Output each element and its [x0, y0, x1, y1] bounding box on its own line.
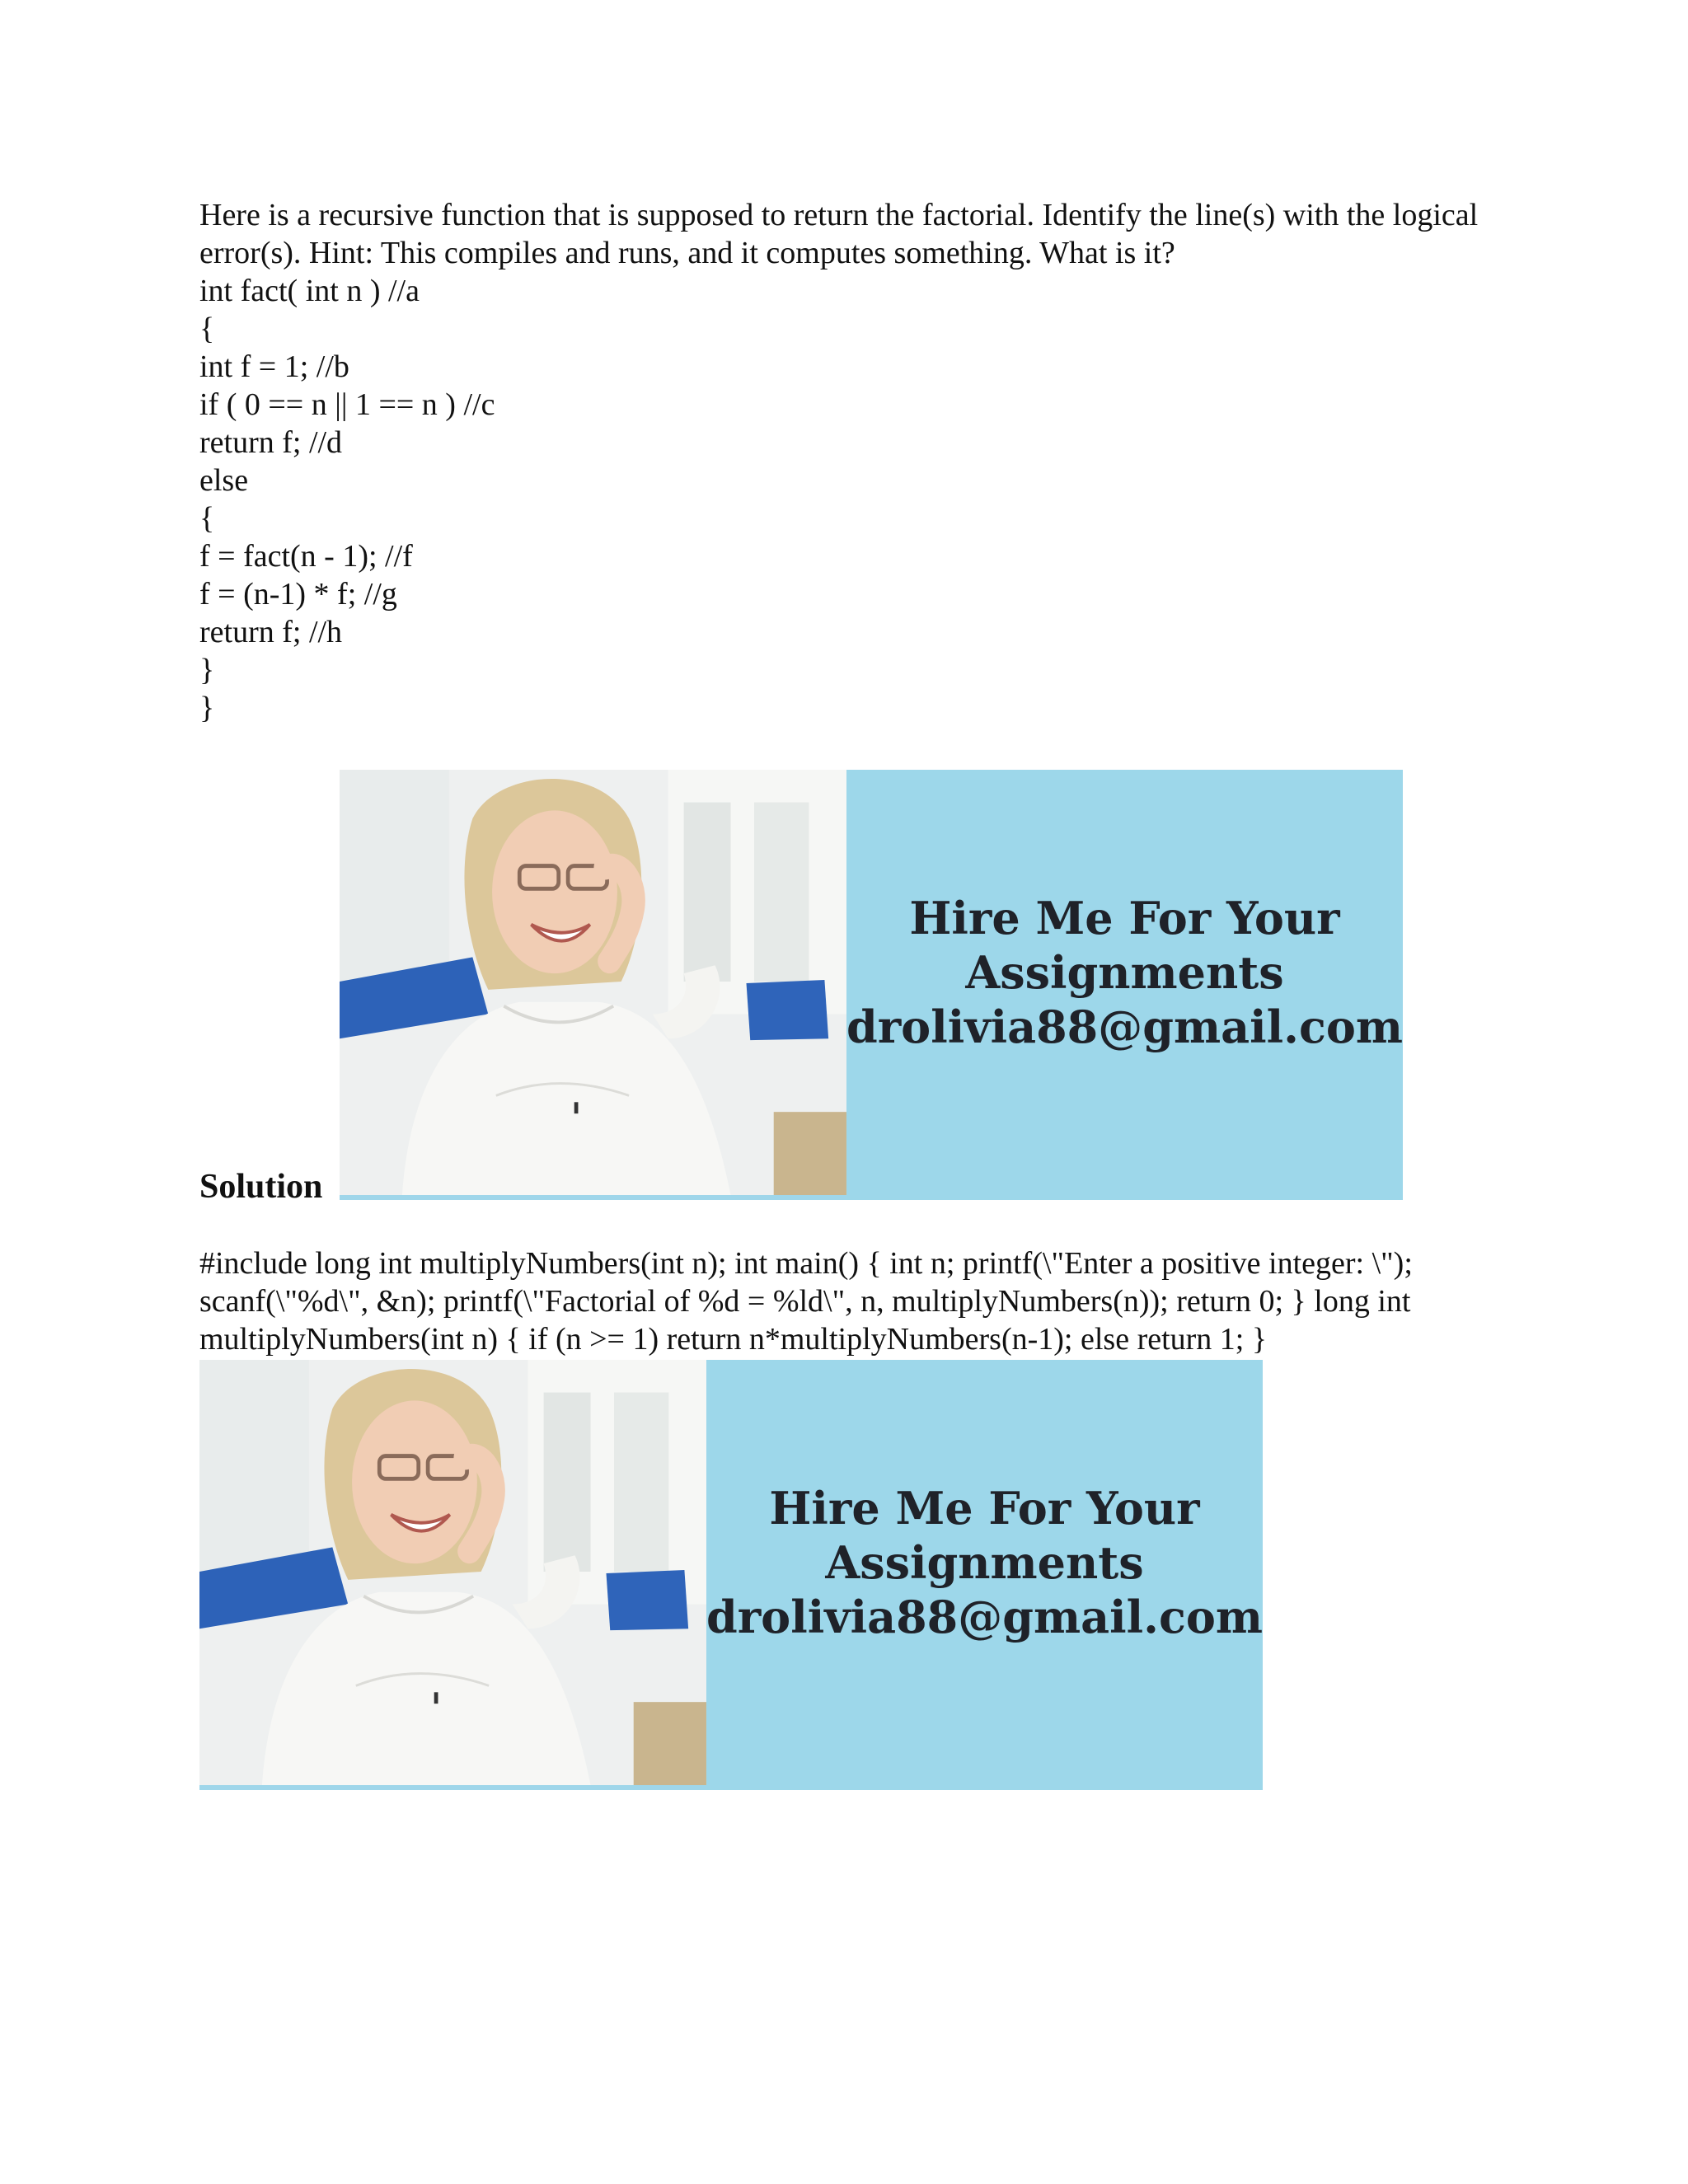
code-line-close-brace-2: } — [199, 691, 215, 725]
code-line-d: return f; //d — [199, 425, 343, 460]
banner-photo — [199, 1360, 706, 1790]
code-line-g: f = (n-1) * f; //g — [199, 577, 397, 612]
advert-banner-2 — [199, 1360, 1263, 1790]
solution-heading: Solution — [199, 1168, 323, 1206]
banner-photo — [340, 770, 846, 1200]
woman-photo-illustration — [340, 770, 846, 1195]
banner-line-1: Hire Me For Your — [769, 1482, 1200, 1535]
code-line-open-brace: { — [199, 312, 215, 346]
banner-line-2: Assignments — [965, 946, 1284, 999]
code-line-else: else — [199, 463, 249, 498]
banner-message — [846, 891, 1403, 1054]
banner-email: drolivia88@gmail.com — [706, 1591, 1263, 1643]
code-line-open-brace-2: { — [199, 501, 215, 536]
banner-line-2: Assignments — [825, 1536, 1144, 1589]
woman-photo-illustration — [199, 1360, 706, 1785]
banner-text-panel — [706, 1360, 1263, 1790]
code-line-h: return f; //h — [199, 615, 343, 649]
code-line-c: if ( 0 == n || 1 == n ) //c — [199, 387, 495, 422]
code-line-a: int fact( int n ) //a — [199, 274, 420, 308]
question-block — [199, 196, 1485, 727]
code-line-f: f = fact(n - 1); //f — [199, 539, 413, 574]
banner-text-panel — [846, 770, 1403, 1200]
question-intro: Here is a recursive function that is supposed to return the factorial. Identify the line(s) with the logical error(s). Hint: This compiles and runs, and it computes something. What is it? — [199, 198, 1479, 270]
banner-email: drolivia88@gmail.com — [846, 1001, 1403, 1053]
code-line-close-brace: } — [199, 653, 215, 687]
solution-answer: #include long int multiplyNumbers(int n); int main() { int n; printf(\"Enter a positive integer: \"); scanf(\"%d\", &n); printf(\"Factorial of %d = %ld\", n, multiplyNumbers(n)); return 0; } long int multiplyNumbers(int n) { if (n >= 1) return n*multiplyNumbers(n-1); else return 1; } — [199, 1246, 1413, 1357]
code-line-b: int f = 1; //b — [199, 349, 349, 384]
banner-message — [706, 1481, 1263, 1644]
advert-banner — [340, 770, 1403, 1200]
banner-line-1: Hire Me For Your — [909, 892, 1340, 944]
code-listing — [199, 272, 1485, 727]
